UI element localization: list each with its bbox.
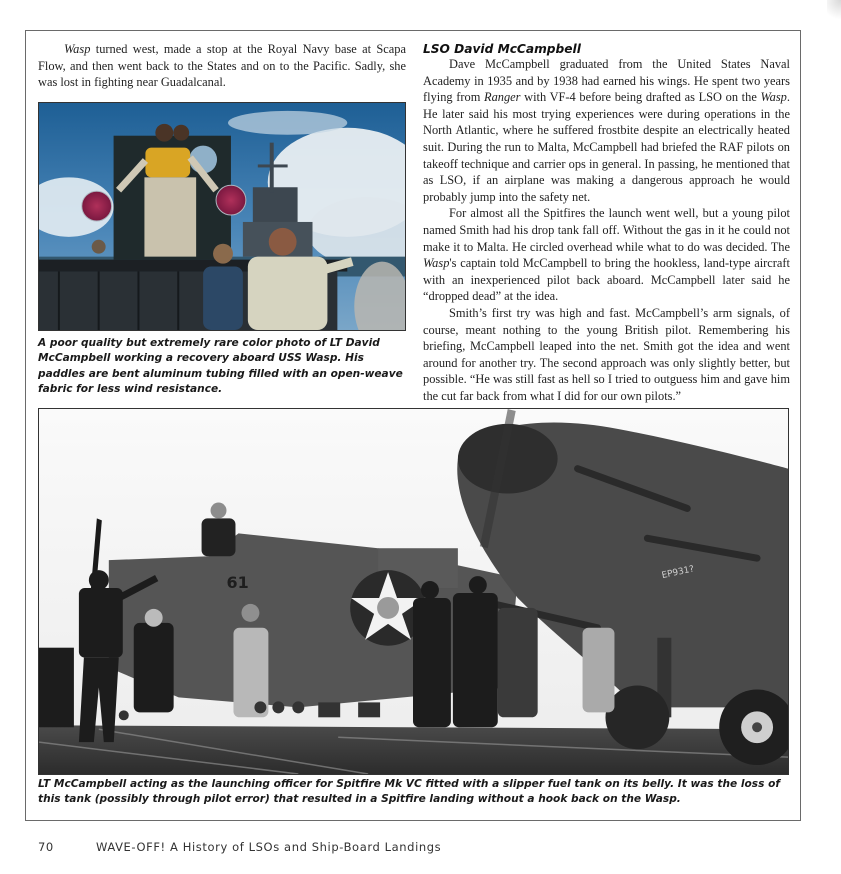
body-text: with VF-4 before being drafted as LSO on the <box>520 90 761 105</box>
page-number: 70 <box>38 840 54 854</box>
section-body <box>423 56 790 404</box>
body-text: 's captain told McCampbell to bring the hookless, land-type aircraft with an inexperienced pilot back aboard. McCampbell later said he “dropped dead” at the idea. <box>423 256 790 304</box>
body-text: Dave McCampbell graduated from the United States Naval Academy in 1935 and by 1938 had earned his wings. He spent two years flying from <box>423 57 790 105</box>
italic-ship-name: Wasp <box>760 90 787 105</box>
running-title: WAVE-OFF! A History of LSOs and Ship-Board Landings <box>96 840 442 854</box>
body-text: Smith’s first try was high and fast. McCampbell’s arm signals, of course, meant nothing to the young British pilot. Remembering his briefing, McCampbell leaped into the net. Smith got the idea and went around for another try. The second approach was only slightly better, but possible. “He was still fast as hell so I tried to outguess him and gave him the cut far back from what I did for our own pilots.” <box>423 305 790 403</box>
intro-ship-name: Wasp <box>64 42 91 56</box>
body-text: . He later said his most trying experiences were during operations in the North Atlantic, where he suffered frostbite despite an electrically heated suit. During the run to Malta, McCampbell had briefed the RAF pilots on takeoff technique and carrier ops in general. In passing, he mentioned that as LSO, if an airplane was making a dangerous approach he would probably jump into the safety net. <box>423 90 790 204</box>
body-paragraph <box>423 56 790 205</box>
page-footer <box>38 840 441 854</box>
spitfire-serial: EP931? <box>660 564 696 582</box>
italic-ship-name: Ranger <box>484 90 521 105</box>
intro-text: turned west, made a stop at the Royal Navy base at Scapa Flow, and then went back to the States and on to the Pacific. Sadly, she was lost in fighting near Guadalcanal. <box>38 42 406 90</box>
color-photo-caption: A poor quality but extremely rare color photo of LT David McCampbell working a recovery aboard USS Wasp. His paddles are bent aluminum tubing filled with an open-weave fabric for less wind resistance. <box>38 337 403 396</box>
page-corner-shadow <box>827 0 841 20</box>
bw-photo-graphic <box>39 409 788 774</box>
bw-photo-launch <box>38 408 789 775</box>
body-text: For almost all the Spitfires the launch went well, but a young pilot named Smith had his drop tank fall off. Without the gas in it he could not make it to Malta. He circled overhead while what to do was decided. The <box>423 206 790 254</box>
intro-paragraph <box>38 41 406 91</box>
body-paragraph <box>423 305 790 405</box>
body-paragraph <box>423 205 790 305</box>
italic-ship-name: Wasp <box>423 256 450 271</box>
color-photo-graphic <box>39 103 405 330</box>
color-photo-lso <box>38 102 406 331</box>
section-heading: LSO David McCampbell <box>423 42 581 56</box>
aircraft-number: 61 <box>226 573 249 593</box>
bw-photo-caption: LT McCampbell acting as the launching officer for Spitfire Mk VC fitted with a slipper fuel tank on its belly. It was the loss of this tank (possibly through pilot error) that resulted in a Spitfire landing without a hook back on the Wasp. <box>38 778 780 806</box>
